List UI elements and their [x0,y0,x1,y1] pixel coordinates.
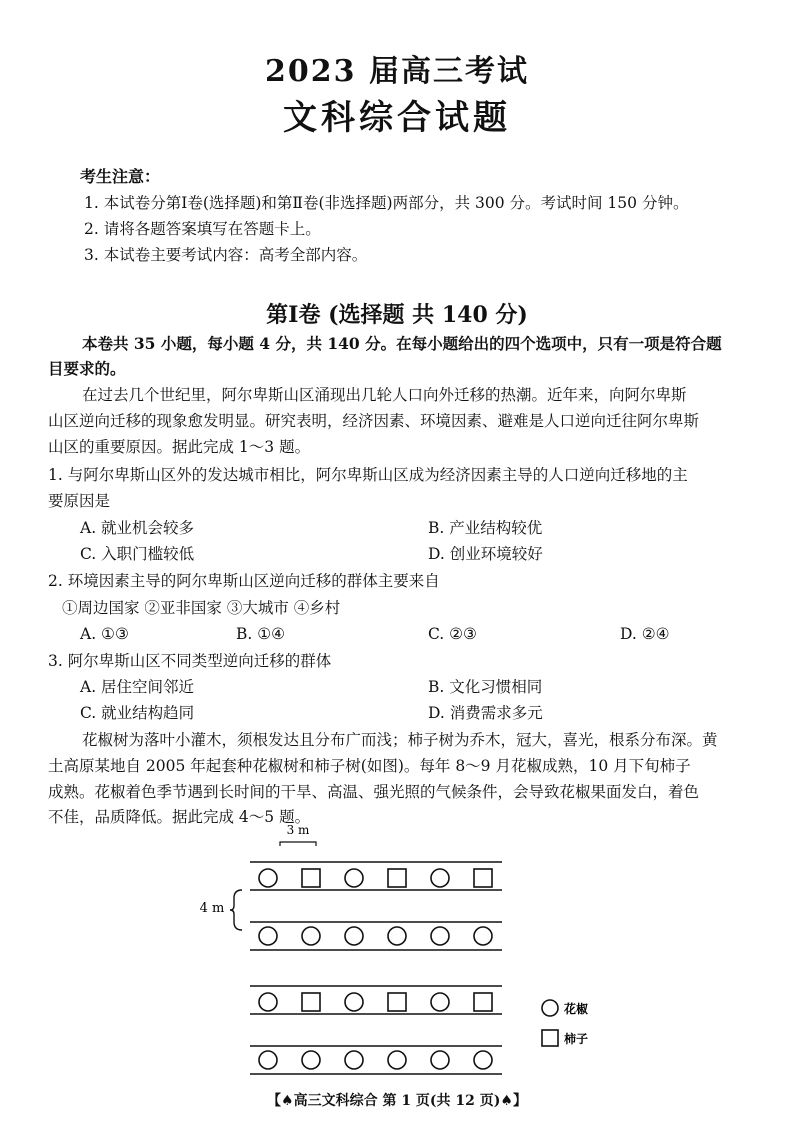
passage1-line-2: 山区逆向迁移的现象愈发明显。研究表明，经济因素、环境因素、避难是人口逆向迁往阿尔卑斯 [48,412,700,430]
pepper-tree-marker [345,1051,363,1069]
pepper-tree-marker [345,927,363,945]
persimmon-tree-marker [474,993,492,1011]
q2-option-b: B. ①④ [236,625,286,643]
q1-option-c: C. 入职门槛较低 [80,545,195,563]
q1-stem-line-2: 要原因是 [48,492,111,510]
pepper-tree-marker [259,1051,277,1069]
notice-item-2: 2. 请将各题答案填写在答题卡上。 [84,220,321,238]
q2-stem: 2. 环境因素主导的阿尔卑斯山区逆向迁移的群体主要来自 [48,572,440,590]
passage1-line-3: 山区的重要原因。据此完成 1～3 题。 [48,438,311,456]
notice-item-1: 1. 本试卷分第Ⅰ卷(选择题)和第Ⅱ卷(非选择题)两部分，共 300 分。考试时间 150 分钟。 [84,194,689,212]
pepper-tree-marker [259,993,277,1011]
spacing-label: 3 m [286,823,310,837]
passage1-line-1: 在过去几个世纪里，阿尔卑斯山区涌现出几轮人口向外迁移的热潮。近年来，向阿尔卑斯 [82,386,687,404]
q1-option-d: D. 创业环境较好 [428,545,543,563]
q2-option-d: D. ②④ [620,625,670,643]
exam-title-year: 2023 届高三考试 [265,54,529,89]
q1-stem-line-1: 1. 与阿尔卑斯山区外的发达城市相比，阿尔卑斯山区成为经济因素主导的人口逆向迁移地的主 [48,466,688,484]
row-gap-label: 4 m [199,901,225,916]
plant-markers [259,869,492,1069]
pepper-tree-marker [431,993,449,1011]
terrace-lines [250,862,502,1074]
q3-stem: 3. 阿尔卑斯山区不同类型逆向迁移的群体 [48,652,332,670]
pepper-tree-marker [259,927,277,945]
q3-option-b: B. 文化习惯相同 [428,678,543,696]
pepper-tree-marker [431,869,449,887]
q1-option-a: A. 就业机会较多 [80,519,195,537]
q3-option-d: D. 消费需求多元 [428,704,543,722]
pepper-tree-marker [431,1051,449,1069]
page-footer: 【♠高三文科综合 第 1 页(共 12 页)♠】 [267,1093,527,1109]
planting-layout-diagram [190,818,630,1088]
pepper-tree-marker [345,993,363,1011]
q3-option-c: C. 就业结构趋同 [80,704,195,722]
persimmon-tree-marker [474,869,492,887]
q2-items: ①周边国家 ②亚非国家 ③大城市 ④乡村 [62,599,341,617]
pepper-tree-marker [259,869,277,887]
persimmon-tree-marker [388,869,406,887]
spacing-bracket [280,842,316,846]
notice-heading: 考生注意： [80,167,161,186]
q3-option-a: A. 居住空间邻近 [80,678,195,696]
passage2-line-2: 土高原某地自 2005 年起套种花椒树和柿子树(如图)。每年 8～9 月花椒成熟，10 月下旬柿子 [48,757,691,775]
section-instruction-line-1: 本卷共 35 小题，每小题 4 分，共 140 分。在每小题给出的四个选项中，只有一项是符合题 [82,334,722,353]
pepper-tree-marker [302,1051,320,1069]
pepper-tree-marker [388,1051,406,1069]
pepper-tree-marker [474,927,492,945]
persimmon-tree-marker [302,869,320,887]
pepper-tree-marker [431,927,449,945]
section-instruction-line-2: 目要求的。 [48,359,126,378]
q2-option-c: C. ②③ [428,625,477,643]
q2-option-a: A. ①③ [80,625,129,643]
legend-circle-label: 花椒 [564,1002,589,1016]
legend-square-marker [542,1030,558,1046]
passage2-line-3: 成熟。花椒着色季节遇到长时间的干旱、高温、强光照的气候条件，会导致花椒果面发白，着色 [48,783,700,801]
passage2-line-1: 花椒树为落叶小灌木，须根发达且分布广而浅；柿子树为乔木，冠大，喜光，根系分布深。黄 [82,731,718,749]
legend-circle-marker [542,1000,558,1016]
exam-title-subject: 文科综合试题 [283,98,511,138]
legend-square-label: 柿子 [564,1032,589,1046]
persimmon-tree-marker [302,993,320,1011]
notice-item-3: 3. 本试卷主要考试内容：高考全部内容。 [84,246,368,264]
pepper-tree-marker [474,1051,492,1069]
row-gap-brace [230,890,242,930]
pepper-tree-marker [345,869,363,887]
passage2-line-4: 不佳，品质降低。据此完成 4～5 题。 [48,808,311,826]
section-title: 第Ⅰ卷 (选择题 共 140 分) [266,302,528,328]
pepper-tree-marker [388,927,406,945]
persimmon-tree-marker [388,993,406,1011]
q1-option-b: B. 产业结构较优 [428,519,543,537]
pepper-tree-marker [302,927,320,945]
